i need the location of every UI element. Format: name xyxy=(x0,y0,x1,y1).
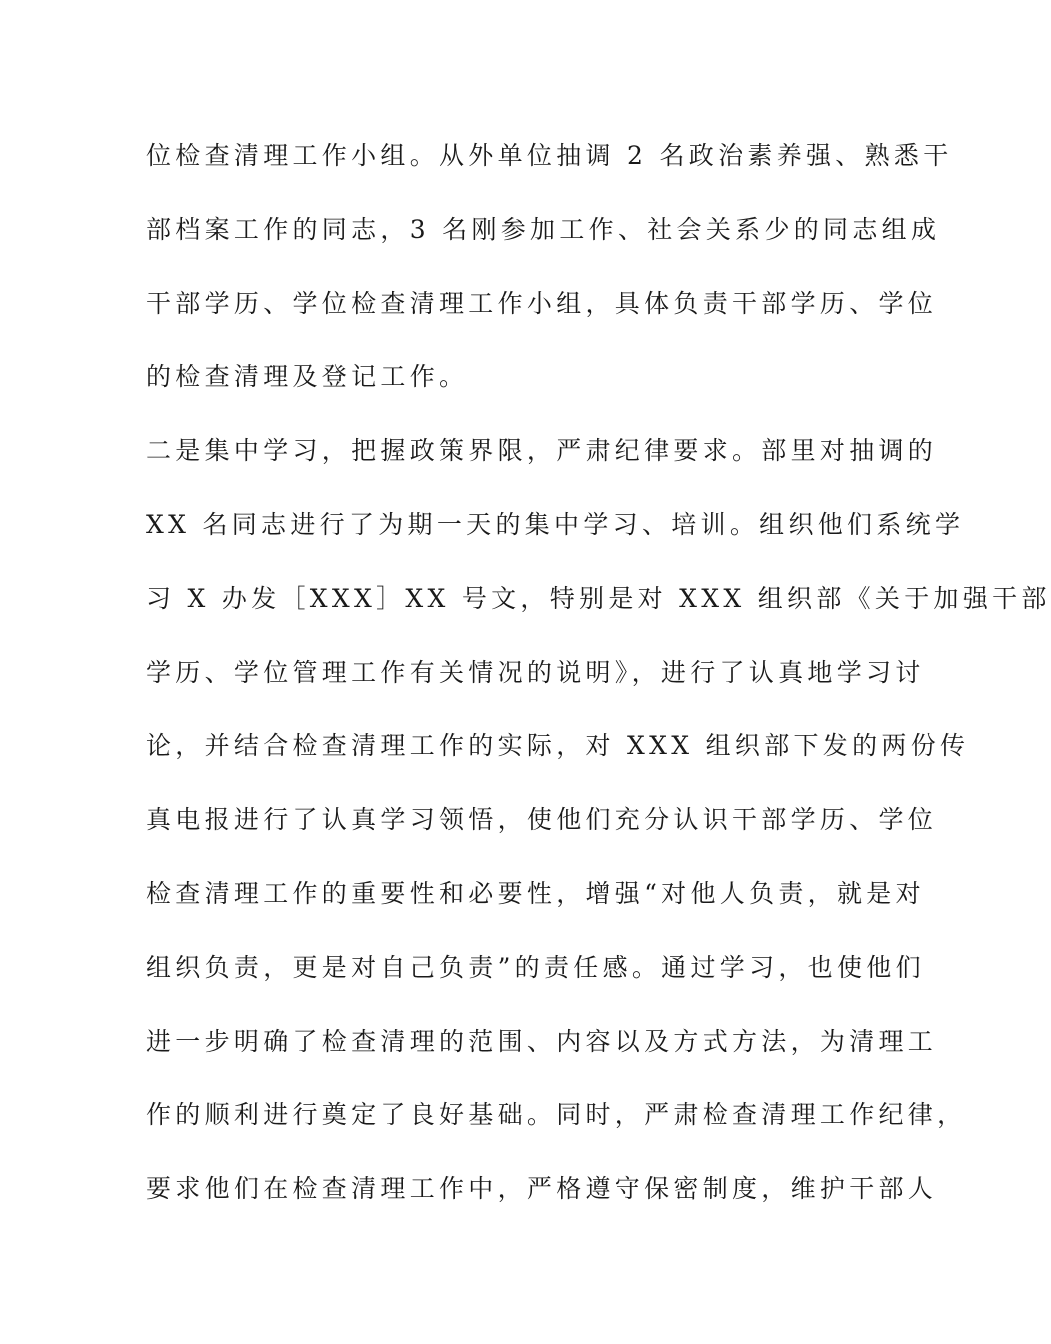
text-line: 真电报进行了认真学习领悟，使他们充分认识干部学历、学位 xyxy=(146,805,938,835)
text-line: XX 名同志进行了为期一天的集中学习、培训。组织他们系统学 xyxy=(146,509,965,539)
text-line: 进一步明确了检查清理的范围、内容以及方式方法，为清理工 xyxy=(146,1026,938,1056)
text-line: 检查清理工作的重要性和必要性，增强“对他人负责，就是对 xyxy=(146,878,925,908)
text-line: 部档案工作的同志，3 名刚参加工作、社会关系少的同志组成 xyxy=(146,214,941,244)
text-line: 组织负责，更是对自己负责”的责任感。通过学习，也使他们 xyxy=(146,952,925,982)
text-line: 学历、学位管理工作有关情况的说明》，进行了认真地学习讨 xyxy=(146,657,925,687)
text-line: 的检查清理及登记工作。 xyxy=(146,362,469,392)
text-line: 论，并结合检查清理工作的实际，对 XXX 组织部下发的两份传 xyxy=(146,731,970,761)
text-line: 要求他们在检查清理工作中，严格遵守保密制度，维护干部人 xyxy=(146,1174,938,1204)
text-line: 干部学历、学位检查清理工作小组，具体负责干部学历、学位 xyxy=(146,288,938,318)
text-line: 习 X 办发［XXX］XX 号文，特别是对 XXX 组织部《关于加强干部 xyxy=(146,583,1051,613)
body-text xyxy=(146,131,1051,1238)
text-line: 作的顺利进行奠定了良好基础。同时，严肃检查清理工作纪律， xyxy=(146,1100,967,1130)
text-line: 二是集中学习，把握政策界限，严肃纪律要求。部里对抽调的 xyxy=(146,436,938,466)
text-line: 位检查清理工作小组。从外单位抽调 2 名政治素养强、熟悉干 xyxy=(146,141,953,170)
